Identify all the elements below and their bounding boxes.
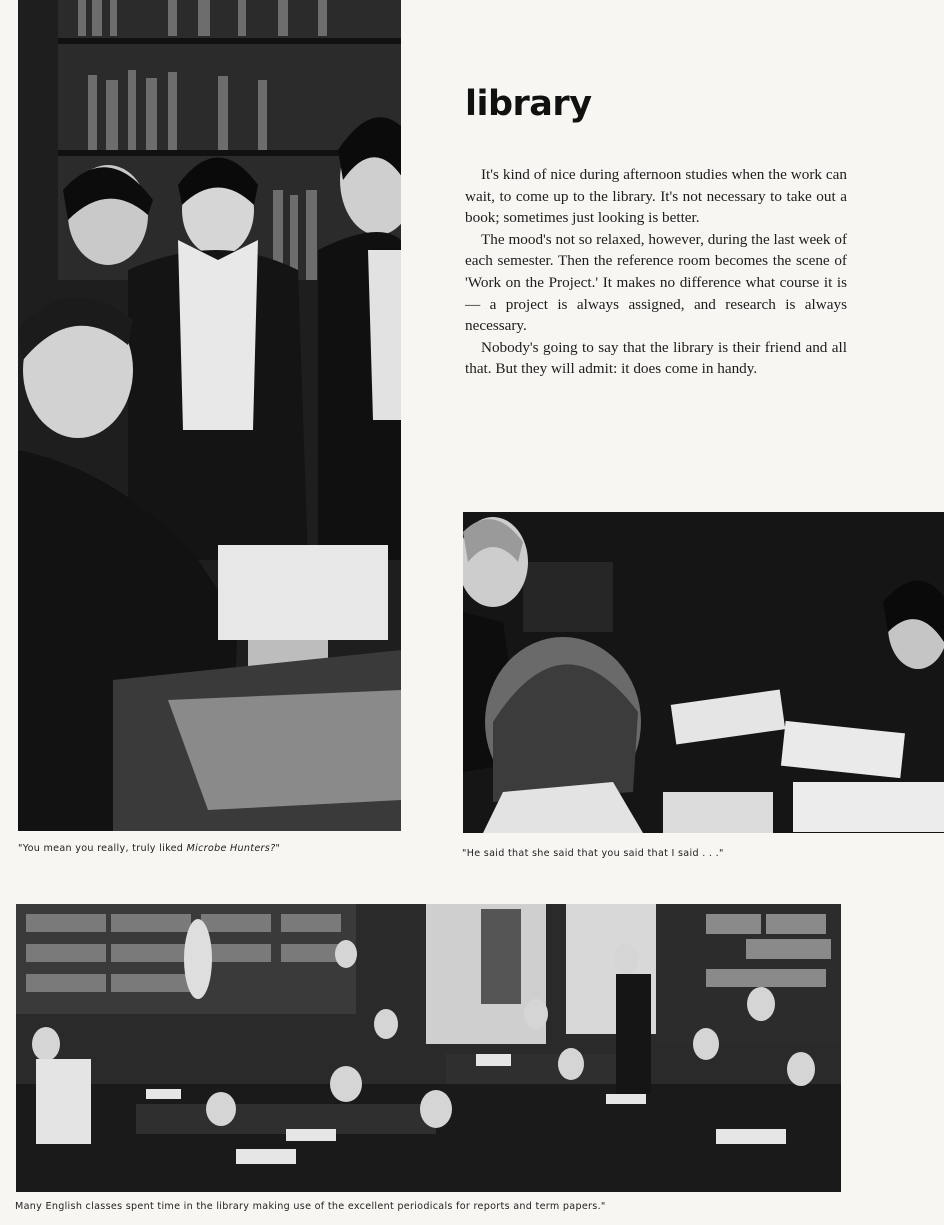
photo-library-reading-room — [16, 904, 841, 1192]
caption-top-left: "You mean you really, truly liked Microbe Hunters?" — [18, 843, 281, 854]
photo-students-at-desk — [18, 0, 401, 831]
page-title: library — [465, 84, 592, 124]
book-title: Microbe Hunters? — [186, 843, 276, 854]
paragraph-3: Nobody's going to say that the library is their friend and all that. But they will admit: it does come in handy. — [465, 338, 847, 378]
caption-bottom: Many English classes spent time in the library making use of the excellent periodicals for reports and term papers." — [15, 1201, 606, 1212]
photo-students-at-table — [463, 512, 944, 833]
caption-right: "He said that she said that you said that I said . . ." — [462, 848, 724, 859]
article-body — [465, 164, 847, 380]
paragraph-1: It's kind of nice during afternoon studies when the work can wait, to come up to the library. It's not necessary to take out a book; sometimes just looking is better. — [465, 166, 847, 227]
paragraph-2: The mood's not so relaxed, however, during the last week of each semester. Then the reference room becomes the scene of 'Work on the Project.' It makes no difference what course it is — a project is always assigned, and research is always necessary. — [465, 230, 847, 335]
